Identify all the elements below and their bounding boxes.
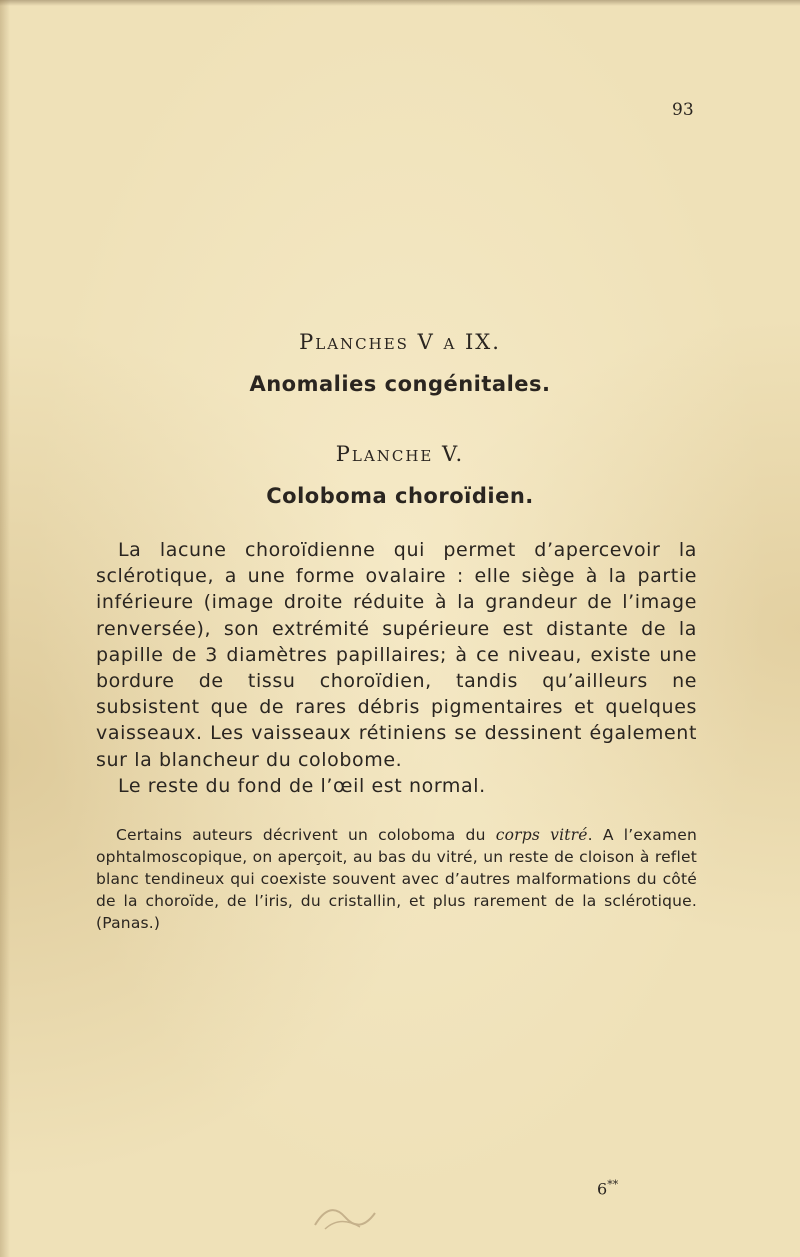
footnote-text-end: . A l’examen ophtalmoscopique, on aperçoit, au bas du vitré, un reste de cloison à reflet blanc tendineux qui coexiste souvent avec d’autres malformations du côté de la choroïde, de l’iris, du cristallin, et plus rarement de la sclérotique. (Panas.) — [96, 826, 697, 932]
page-number: 93 — [672, 100, 694, 120]
footnote-paragraph — [96, 824, 697, 934]
body-text — [96, 537, 697, 799]
section-title: Anomalies congénitales. — [249, 372, 551, 396]
plates-heading: Planches V a IX. — [299, 330, 501, 354]
footnote — [96, 824, 697, 934]
signature-mark — [597, 1178, 618, 1198]
body-paragraph: La lacune choroïdienne qui permet d’apercevoir la sclérotique, a une forme ovalaire : elle siège à la partie inférieure (image droite réduite à la grandeur de l’image renversée), son extrémité supérieure est distante de la papille de 3 diamètres papillaires; à ce niveau, existe une bordure de tissu choroïdien, tandis qu’ailleurs ne subsistent que de rares débris pigmentaires et quelques vaisseaux. Les vaisseaux rétiniens se dessinent également sur la blancheur du colobome. — [96, 539, 697, 771]
signature-stars: ** — [607, 1178, 619, 1191]
footnote-italic-term: corps vitré — [495, 826, 588, 844]
signature-number: 6 — [597, 1179, 608, 1199]
footnote-text-start: Certains auteurs décrivent un coloboma du — [116, 826, 496, 844]
body-paragraph: Le reste du fond de l’œil est normal. — [118, 774, 486, 797]
plate-heading: Planche V. — [335, 442, 465, 466]
page-gutter-shadow — [0, 0, 10, 1257]
page-edge-shadow — [0, 0, 800, 6]
plate-title: Coloboma choroïdien. — [266, 484, 534, 508]
library-stamp-mark — [305, 1195, 385, 1235]
